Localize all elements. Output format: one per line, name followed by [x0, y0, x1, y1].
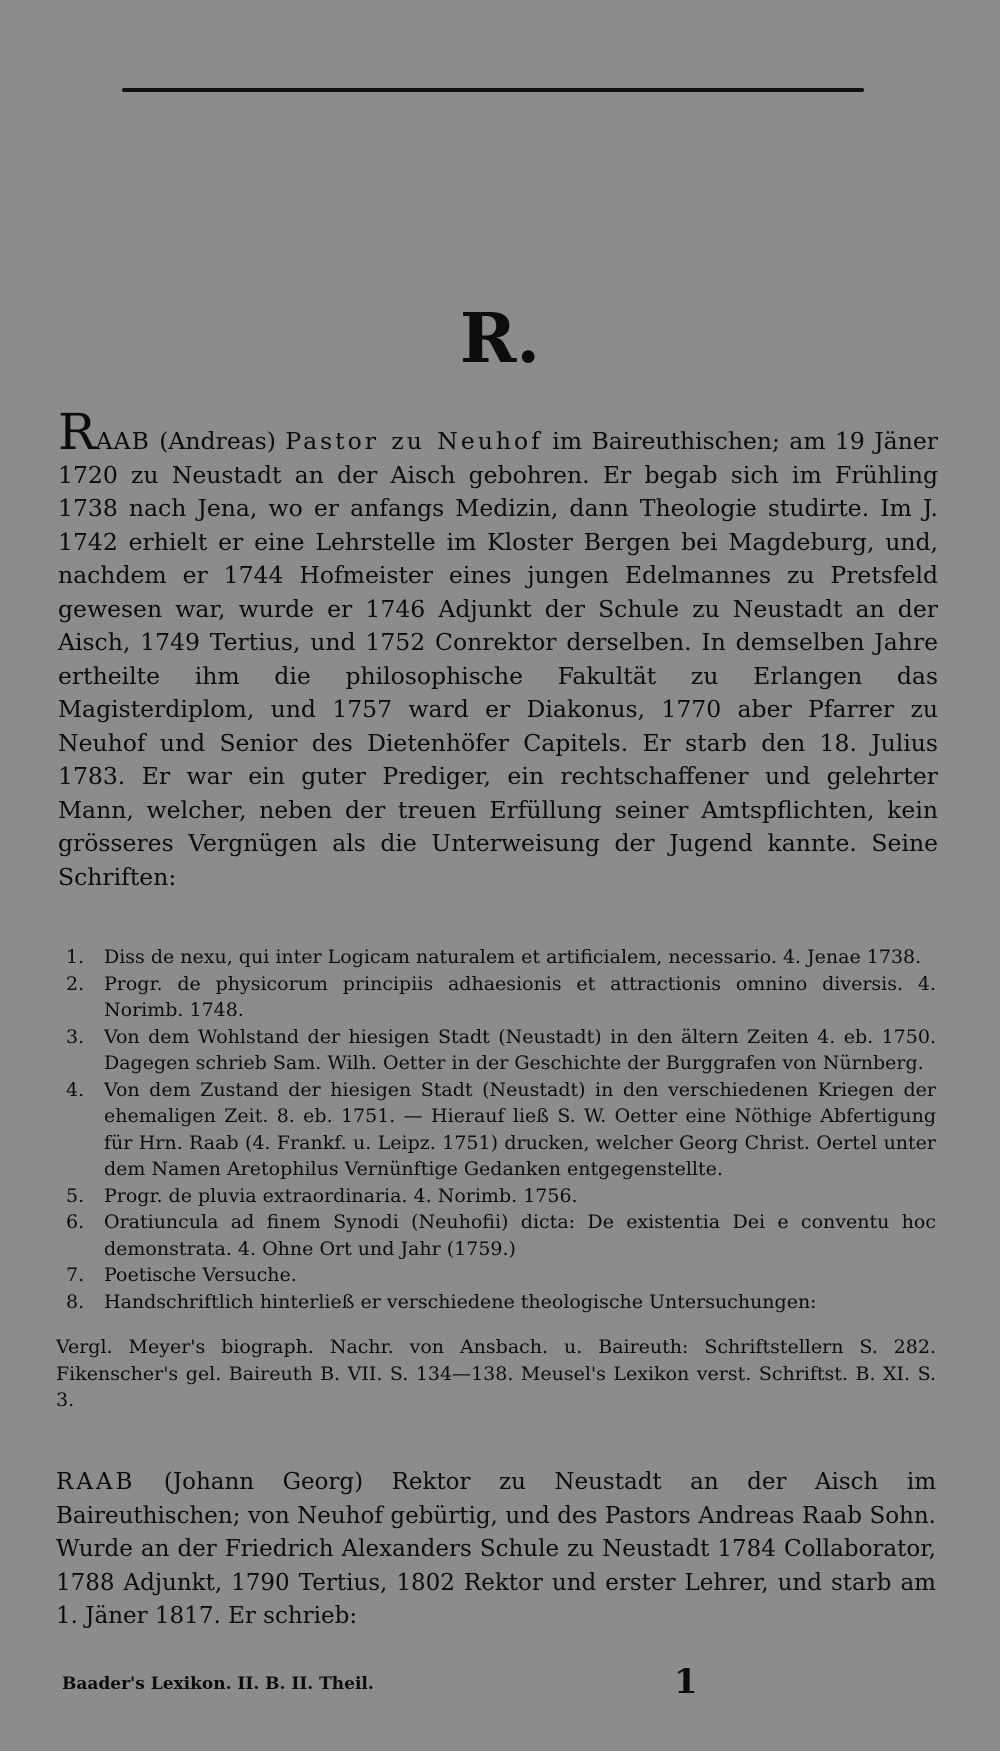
- list-number: 1.: [66, 946, 85, 968]
- list-item: [56, 1209, 936, 1262]
- list-number: 2.: [66, 972, 85, 995]
- header-rule: [122, 88, 864, 92]
- list-item: [56, 1289, 936, 1316]
- list-text: Progr. de physicorum principiis adhaesionis et attractionis omnino diversis. 4. Norimb. 1748.: [104, 972, 936, 1021]
- list-number: 4.: [66, 1078, 85, 1101]
- section-letter: R.: [459, 299, 541, 379]
- list-number: 8.: [66, 1290, 85, 1313]
- list-item: [56, 1262, 936, 1289]
- entry-first-names: (Andreas): [159, 427, 276, 455]
- list-text: Von dem Wohlstand der hiesigen Stadt (Neustadt) in den ältern Zeiten 4. eb. 1750. Dagegen schrieb Sam. Wilh. Oetter in der Geschichte der Burggrafen von Nürnberg.: [104, 1025, 936, 1074]
- list-number: 5.: [66, 1184, 85, 1207]
- signature-mark: Baader's Lexikon. II. B. II. Theil.: [62, 1674, 374, 1694]
- list-text: Progr. de pluvia extraordinaria. 4. Norimb. 1756.: [104, 1184, 578, 1207]
- entry-raab-johann-georg: [56, 1466, 936, 1634]
- list-text: Oratiuncula ad finem Synodi (Neuhofii) dicta: De existentia Dei e conventu hoc demonstrata. 4. Ohne Ort und Jahr (1759.): [104, 1211, 936, 1260]
- list-text: Poetische Versuche.: [104, 1264, 297, 1286]
- list-item: [56, 1024, 936, 1077]
- list-item: [56, 944, 936, 971]
- entry-raab-andreas: [58, 403, 938, 894]
- works-list: [56, 944, 936, 1315]
- entry-text: im Baireuthischen; am 19 Jäner 1720 zu Neustadt an der Aisch gebohren. Er begab sich im Frühling 1738 nach Jena, wo er anfangs Medizin, dann Theologie studirte. Im J. 1742 erhielt er eine Lehrstelle im Kloster Bergen bei Magdeburg, und, nachdem er 1744 Hofmeister eines jungen Edelmannes zu Pretsfeld gewesen war, wurde er 1746 Adjunkt der Schule zu Neustadt an der Aisch, 1749 Tertius, und 1752 Conrektor derselben. In demselben Jahre ertheilte ihm die philosophische Fakultät zu Erlangen das Magisterdiplom, und 1757 ward er Diakonus, 1770 aber Pfarrer zu Neuhof und Senior des Dietenhöfer Capitels. Er starb den 18. Julius 1783. Er war ein guter Prediger, ein rechtschaffener und gelehrter Mann, welcher, neben der treuen Erfüllung seiner Amtspflichten, kein grösseres Vergnügen als die Unterweisung der Jugend kannte. Seine Schriften:: [58, 427, 938, 891]
- list-text: Von dem Zustand der hiesigen Stadt (Neustadt) in den verschiedenen Kriegen der ehemaligen Zeit. 8. eb. 1751. — Hierauf ließ S. W. Oetter eine Nöthige Abfertigung für Hrn. Raab (4. Frankf. u. Leipz. 1751) drucken, welcher Georg Christ. Oertel unter dem Namen Aretophilus Vernünftige Gedanken entgegenstellte.: [104, 1078, 936, 1180]
- list-text: Diss de nexu, qui inter Logicam naturalem et artificialem, necessario. 4. Jenae 1738.: [104, 946, 922, 968]
- entry-text: Rektor zu Neustadt an der Aisch im Baireuthischen; von Neuhof gebürtig, und des Pastors Andreas Raab Sohn. Wurde an der Friedrich Alexanders Schule zu Neustadt 1784 Collaborator, 1788 Adjunkt, 1790 Tertius, 1802 Rektor und erster Lehrer, und starb am 1. Jäner 1817. Er schrieb:: [56, 1469, 936, 1629]
- list-number: 3.: [66, 1025, 85, 1048]
- list-number: 6.: [66, 1211, 85, 1233]
- entry-name: RAAB: [56, 1469, 136, 1495]
- list-item: [56, 1077, 936, 1183]
- sources-reference: Vergl. Meyer's biograph. Nachr. von Ansbach. u. Baireuth: Schriftstellern S. 282. Fikenscher's gel. Baireuth B. VII. S. 134—138. Meusel's Lexikon verst. Schriftst. B. XI. S. 3.: [56, 1336, 936, 1411]
- page-number: 1: [674, 1662, 698, 1702]
- page-footer: [62, 1662, 922, 1702]
- entry-first-names: (Johann Georg): [163, 1469, 364, 1495]
- list-text: Handschriftlich hinterließ er verschiedene theologische Untersuchungen:: [104, 1290, 817, 1313]
- list-item: [56, 1183, 936, 1210]
- list-item: [56, 971, 936, 1024]
- list-number: 7.: [66, 1264, 85, 1286]
- entry-initial: R: [58, 403, 96, 461]
- entry-title: Pastor zu Neuhof: [285, 427, 543, 455]
- entry-name: AAB: [95, 427, 150, 455]
